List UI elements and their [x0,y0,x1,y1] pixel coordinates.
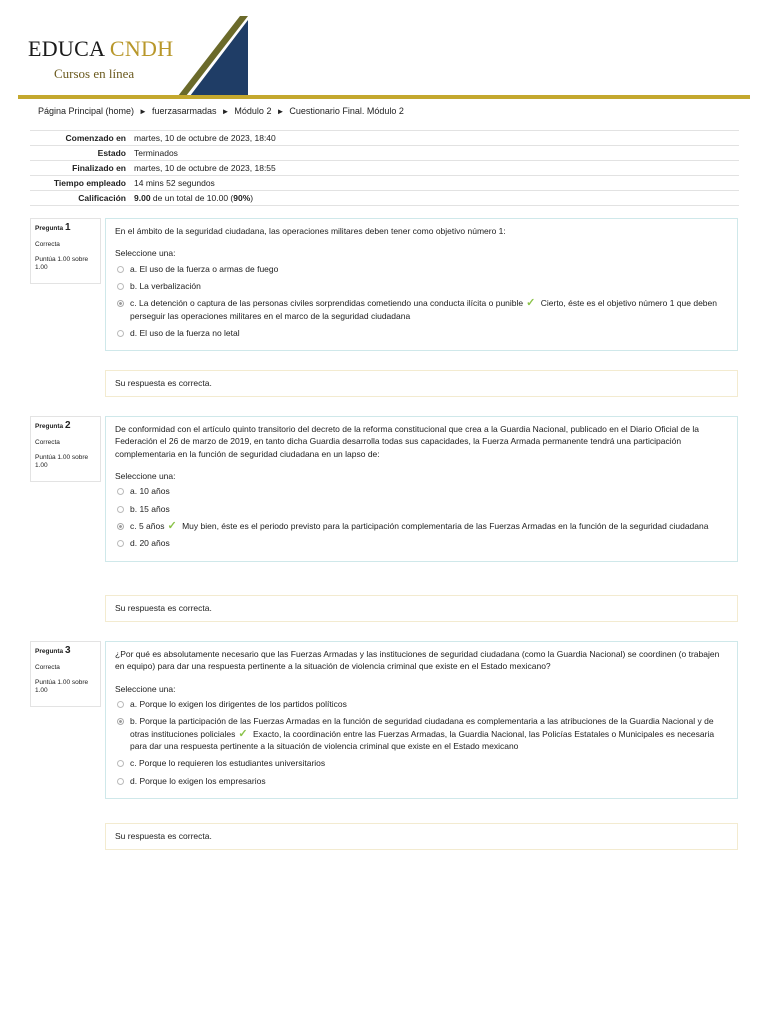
correct-check-icon: ✓ [238,727,248,740]
breadcrumb-separator-icon: ► [221,107,230,116]
question-number: Pregunta 1 [35,222,71,233]
question-status: Correcta [35,439,60,446]
question-info-1 [30,218,101,284]
question-points: Puntúa 1.00 sobre 1.00 [35,453,89,469]
summary-label: Estado [30,146,130,161]
summary-value: 14 mins 52 segundos [130,176,739,191]
radio-unselected-icon[interactable] [117,330,124,337]
grade-value [130,191,739,206]
question-points: Puntúa 1.00 sobre 1.00 [35,255,89,271]
summary-row-time-taken [30,176,739,191]
radio-unselected-icon[interactable] [117,283,124,290]
summary-row-started [30,131,739,146]
question-info-2 [30,416,101,482]
breadcrumb-home[interactable]: Página Principal (home) [38,106,135,116]
radio-unselected-icon[interactable] [117,701,124,708]
answer-option-d[interactable]: d. Porque lo exigen los empresarios [115,775,728,787]
radio-unselected-icon[interactable] [117,760,124,767]
question-content-1 [105,218,738,351]
site-logo[interactable] [28,36,173,62]
radio-unselected-icon[interactable] [117,488,124,495]
breadcrumb-separator-icon: ► [276,107,285,116]
question-number: Pregunta 2 [35,420,71,431]
question-content-2 [105,416,738,562]
radio-selected-icon[interactable] [117,718,124,725]
summary-label: Comenzado en [30,131,130,146]
question-text: De conformidad con el artículo quinto transitorio del decreto de la reforma constitucional que crea a la Guardia Nacional, publicado en el Diario Oficial de la Federación el 26 de marzo de 2019, en tanto dicha Guardia desarrolla todas sus capacidades, la Fuerza Armada permanente tendrá una participación complementaria en la función de seguridad ciudadana en un lapso de: [115,424,699,459]
select-one-prompt: Seleccione una: [115,470,176,481]
grade-percent: 90% [233,193,251,203]
grade-total: de un total de 10.00 ( [152,193,234,203]
select-one-prompt: Seleccione una: [115,683,176,694]
answer-option-c[interactable]: c. Porque lo requieren los estudiantes universitarios [115,757,728,769]
breadcrumb-separator-icon: ► [139,107,147,116]
question-status: Correcta [35,241,60,248]
question-feedback-2: Su respuesta es correcta. [105,595,738,622]
summary-row-grade [30,191,739,206]
summary-row-finished [30,161,739,176]
radio-unselected-icon[interactable] [117,540,124,547]
summary-label: Calificación [30,191,130,206]
question-number: Pregunta 3 [35,645,71,656]
answer-option-a[interactable]: a. 10 años [115,485,728,497]
answer-option-b[interactable]: b. La verbalización [115,280,728,292]
question-feedback-1: Su respuesta es correcta. [105,370,738,397]
question-text: En el ámbito de la seguridad ciudadana, las operaciones militares deben tener como objetivo número 1: [115,226,506,236]
breadcrumb-course[interactable]: fuerzasarmadas [151,106,217,116]
question-points: Puntúa 1.00 sobre 1.00 [35,678,89,694]
answer-option-c[interactable]: c. La detención o captura de las personas civiles sorprendidas cometiendo una conducta ilícita o punible ✓ Cierto, éste es el objetivo número 1 que deben perseguir las operaciones militares en el marco de la seguridad ciudadana [115,297,728,322]
answer-option-b[interactable]: b. 15 años [115,503,728,515]
breadcrumb [38,106,404,116]
answer-option-b[interactable]: b. Porque la participación de las Fuerzas Armadas en la función de seguridad ciudadana es complementaria a las atribuciones de la Guardia Nacional y de otras instituciones policiales ✓ Exacto, la coordinación entre las Fuerzas Armadas, la Guardia Nacional, las Policías Estatales o Municipales es necesaria para dar una respuesta pertinente a la situación de violencia criminal que existe en el Estado mexicano [115,715,728,752]
correct-check-icon: ✓ [526,297,536,310]
radio-selected-icon[interactable] [117,523,124,530]
question-feedback-3: Su respuesta es correcta. [105,823,738,850]
radio-selected-icon[interactable] [117,300,124,307]
grade-score: 9.00 [134,193,151,203]
answer-option-d[interactable]: d. El uso de la fuerza no letal [115,327,728,339]
question-status: Correcta [35,664,60,671]
question-info-3 [30,641,101,707]
grade-close: ) [250,193,254,203]
logo-name-educa: EDUCA [28,36,105,61]
summary-value: martes, 10 de octubre de 2023, 18:40 [130,131,739,146]
radio-unselected-icon[interactable] [117,506,124,513]
answer-option-c[interactable]: c. 5 años ✓ Muy bien, éste es el periodo previsto para la participación complementaria de las Fuerzas Armadas en la función de la seguridad ciudadana [115,520,728,532]
answer-specific-feedback: Muy bien, éste es el periodo previsto para la participación complementaria de las Fuerzas Armadas en la función de la seguridad ciudadana [182,520,709,531]
summary-value: Terminados [130,146,739,161]
header-divider [18,95,750,99]
breadcrumb-quiz[interactable]: Cuestionario Final. Módulo 2 [289,106,404,116]
answer-specific-feedback: Cierto, éste es el objetivo número 1 que deben perseguir las operaciones militares en el marco de la seguridad ciudadana [130,298,717,321]
logo-name-cndh: CNDH [109,36,174,61]
site-header [0,0,768,96]
breadcrumb-module[interactable]: Módulo 2 [234,106,272,116]
summary-value: martes, 10 de octubre de 2023, 18:55 [130,161,739,176]
answer-option-d[interactable]: d. 20 años [115,537,728,549]
select-one-prompt: Seleccione una: [115,248,176,259]
attempt-summary-table [30,130,739,206]
summary-label: Tiempo empleado [30,176,130,191]
correct-check-icon: ✓ [167,519,177,532]
logo-subtitle: Cursos en línea [54,66,135,81]
summary-row-state [30,146,739,161]
answer-specific-feedback: Exacto, la coordinación entre las Fuerzas Armadas, la Guardia Nacional, las Policías Estatales o Municipales es necesaria para dar una respuesta pertinente a la situación de violencia criminal que existe en el Estado mexicano [130,728,715,751]
question-text: ¿Por qué es absolutamente necesario que las Fuerzas Armadas y las instituciones de seguridad ciudadana (como la Guardia Nacional) se coordinen (o trabajen en equipo) para dar una respuesta pertinente a la situación de violencia criminal que existe en el Estado mexicano? [115,649,720,672]
question-content-3 [105,641,738,799]
radio-unselected-icon[interactable] [117,266,124,273]
answer-option-a[interactable]: a. El uso de la fuerza o armas de fuego [115,263,728,275]
header-banner-graphic [178,16,250,96]
summary-label: Finalizado en [30,161,130,176]
answer-option-a[interactable]: a. Porque lo exigen los dirigentes de los partidos políticos [115,698,728,710]
radio-unselected-icon[interactable] [117,778,124,785]
